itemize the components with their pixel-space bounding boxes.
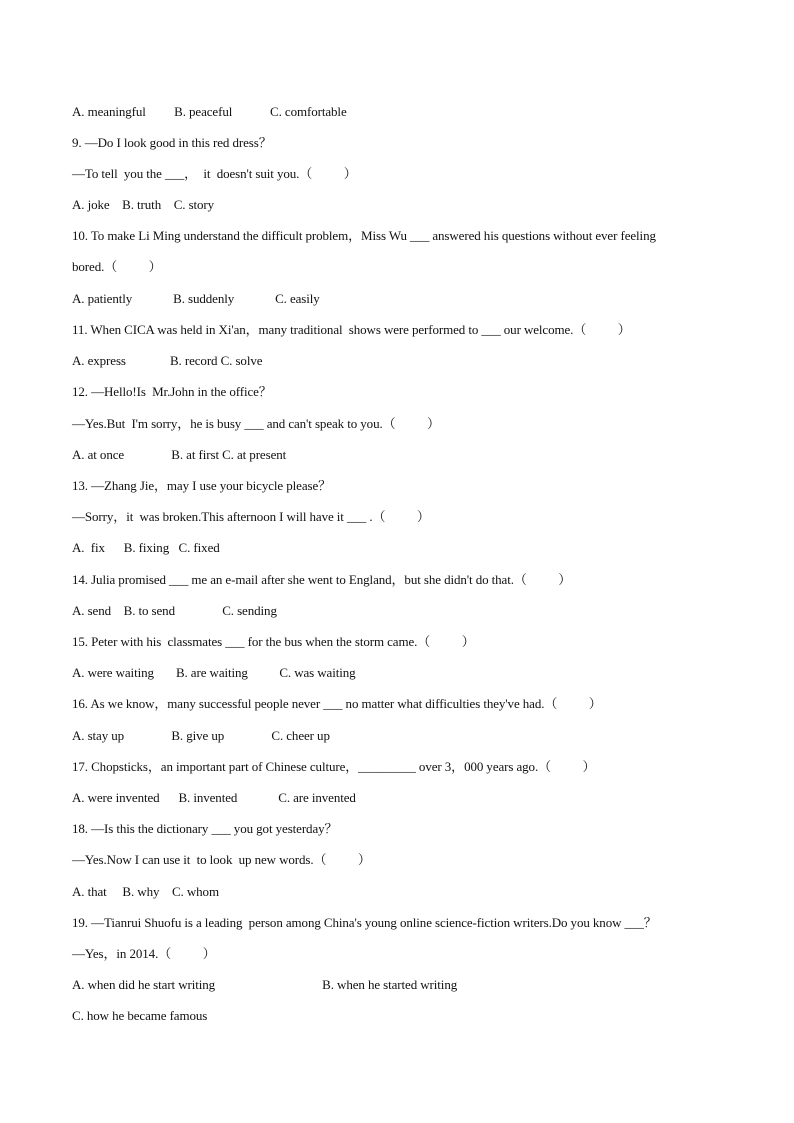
option-line-q11: A. express B. record C. solve (72, 353, 263, 368)
question-18: 18. —Is this the dictionary ___ you got yesterday？ (72, 821, 338, 836)
question-10: 10. To make Li Ming understand the difficult problem，Miss Wu ___ answered his questions without ever feeling (72, 228, 656, 243)
question-16: 16. As we know，many successful people never ___ no matter what difficulties they've had.（ ） (72, 696, 602, 711)
question-9-response: —To tell you the ___， it doesn't suit you.（ ） (72, 166, 357, 181)
question-12: 12. —Hello!Is Mr.John in the office？ (72, 384, 272, 399)
question-10-continued: bored.（ ） (72, 259, 162, 274)
question-13-response: —Sorry，it was broken.This afternoon I will have it ___ .（ ） (72, 509, 430, 524)
question-12-response: —Yes.But I'm sorry，he is busy ___ and can't speak to you.（ ） (72, 416, 440, 431)
option-line-q12: A. at once B. at first C. at present (72, 447, 287, 462)
question-19-response: —Yes，in 2014.（ ） (72, 946, 216, 961)
option-line-q14: A. send B. to send C. sending (72, 603, 277, 618)
option-line-q9: A. joke B. truth C. story (72, 197, 215, 212)
option-line-q13: A. fix B. fixing C. fixed (72, 540, 220, 555)
option-line-q8: A. meaningful B. peaceful C. comfortable (72, 104, 347, 119)
question-11: 11. When CICA was held in Xi'an，many traditional shows were performed to ___ our welcome.（ ） (72, 322, 631, 337)
option-line-q16: A. stay up B. give up C. cheer up (72, 728, 330, 743)
option-line-q17: A. were invented B. invented C. are invented (72, 790, 356, 805)
question-18-response: —Yes.Now I can use it to look up new words.（ ） (72, 852, 371, 867)
question-19: 19. —Tianrui Shuofu is a leading person among China's young online science-fiction writers.Do you know ___？ (72, 915, 657, 930)
question-15: 15. Peter with his classmates ___ for the bus when the storm came.（ ） (72, 634, 475, 649)
question-9: 9. —Do I look good in this red dress？ (72, 135, 272, 150)
option-line-q19-ab: A. when did he start writing B. when he started writing (72, 977, 458, 992)
question-17: 17. Chopsticks，an important part of Chinese culture，_________ over 3，000 years ago.（ ） (72, 759, 596, 774)
option-line-q18: A. that B. why C. whom (72, 884, 219, 899)
option-line-q10: A. patiently B. suddenly C. easily (72, 291, 320, 306)
option-line-q19-c: C. how he became famous (72, 1008, 208, 1023)
question-14: 14. Julia promised ___ me an e-mail after she went to England，but she didn't do that.（ ） (72, 572, 572, 587)
option-line-q15: A. were waiting B. are waiting C. was waiting (72, 665, 356, 680)
question-13: 13. —Zhang Jie，may I use your bicycle please？ (72, 478, 332, 493)
